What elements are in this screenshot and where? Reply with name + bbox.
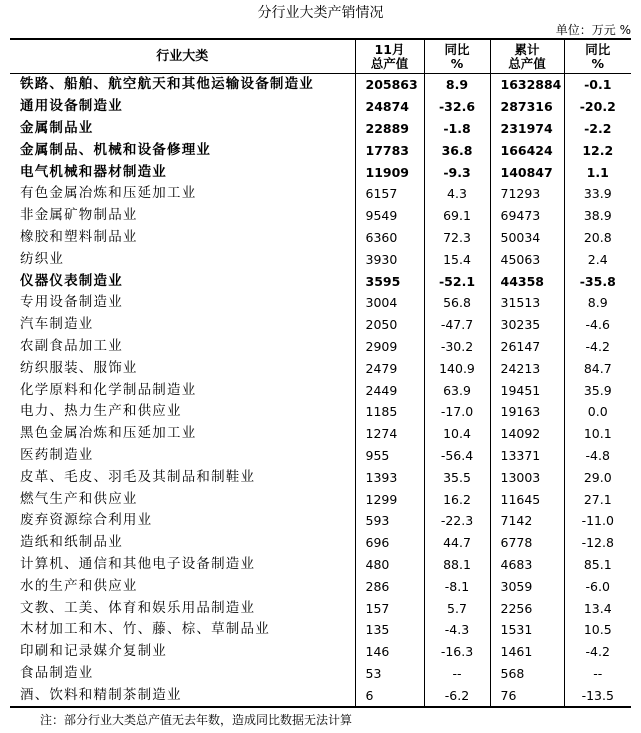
nov-output-cell: 2909 (355, 336, 424, 358)
nov-output-cell: 6157 (355, 183, 424, 205)
nov-output-cell: 1393 (355, 466, 424, 488)
yoy-cum-cell: 29.0 (564, 466, 631, 488)
industry-name-cell: 木材加工和木、竹、藤、棕、草制品业 (20, 621, 270, 638)
yoy-cum-cell: -2.2 (564, 118, 631, 140)
table-header-row (10, 39, 631, 74)
footnote: 注：部分行业大类总产值无去年数，造成同比数据无法计算 (40, 713, 353, 727)
cum-output-cell: 45063 (490, 248, 564, 270)
yoy-cum-cell: 84.7 (564, 357, 631, 379)
industry-name-cell: 纺织业 (20, 250, 65, 267)
industry-name-cell: 食品制造业 (20, 664, 94, 681)
cum-output-cell: 14092 (490, 423, 564, 445)
nov-output-cell: 135 (355, 619, 424, 641)
table-row (10, 183, 631, 205)
yoy-cum-cell: 0.0 (564, 401, 631, 423)
cum-output-cell: 50034 (490, 227, 564, 249)
table-row (10, 336, 631, 358)
yoy-nov-cell: -1.8 (424, 118, 490, 140)
industry-name-cell: 酒、饮料和精制茶制造业 (20, 686, 182, 703)
table-row (10, 663, 631, 685)
table-row (10, 423, 631, 445)
industry-name-cell: 专用设备制造业 (20, 294, 123, 311)
yoy-nov-cell: 63.9 (424, 379, 490, 401)
yoy-nov-cell: -30.2 (424, 336, 490, 358)
yoy-cum-cell: 27.1 (564, 488, 631, 510)
header-cum-output (490, 39, 564, 74)
yoy-cum-cell: 8.9 (564, 292, 631, 314)
table-row (10, 379, 631, 401)
cum-output-cell: 6778 (490, 532, 564, 554)
yoy-cum-cell: -4.2 (564, 641, 631, 663)
industry-name-cell: 铁路、船舶、航空航天和其他运输设备制造业 (20, 76, 314, 93)
yoy-cum-cell: 10.5 (564, 619, 631, 641)
nov-output-cell: 17783 (355, 139, 424, 161)
table-row (10, 161, 631, 183)
nov-output-cell: 1299 (355, 488, 424, 510)
yoy-cum-cell: -- (564, 663, 631, 685)
yoy-cum-cell: -11.0 (564, 510, 631, 532)
industry-name-cell: 橡胶和塑料制品业 (20, 228, 138, 245)
table-row (10, 510, 631, 532)
cum-output-cell: 140847 (490, 161, 564, 183)
nov-output-cell: 593 (355, 510, 424, 532)
yoy-cum-cell: -20.2 (564, 96, 631, 118)
table-row (10, 118, 631, 140)
unit-label: 单位：万元 % (555, 23, 631, 37)
table-row (10, 248, 631, 270)
table-row (10, 575, 631, 597)
nov-output-cell: 9549 (355, 205, 424, 227)
cum-output-cell: 76 (490, 684, 564, 707)
industry-name-cell: 电气机械和器材制造业 (20, 163, 167, 180)
nov-output-cell: 146 (355, 641, 424, 663)
table-row (10, 488, 631, 510)
yoy-nov-cell: 140.9 (424, 357, 490, 379)
industry-name-cell: 非金属矿物制品业 (20, 207, 138, 224)
cum-output-cell: 568 (490, 663, 564, 685)
yoy-nov-cell: -4.3 (424, 619, 490, 641)
nov-output-cell: 480 (355, 554, 424, 576)
yoy-cum-cell: 13.4 (564, 597, 631, 619)
yoy-nov-cell: -47.7 (424, 314, 490, 336)
table-row (10, 292, 631, 314)
table-row (10, 532, 631, 554)
yoy-nov-cell: -16.3 (424, 641, 490, 663)
industry-name-cell: 水的生产和供应业 (20, 577, 138, 594)
cum-output-cell: 24213 (490, 357, 564, 379)
yoy-nov-cell: 69.1 (424, 205, 490, 227)
yoy-nov-cell: -56.4 (424, 445, 490, 467)
yoy-nov-cell: 15.4 (424, 248, 490, 270)
yoy-nov-cell: -- (424, 663, 490, 685)
yoy-nov-cell: 10.4 (424, 423, 490, 445)
header-yoy-cum-line1: 同比 (585, 41, 611, 57)
header-yoy-cum (564, 39, 631, 74)
nov-output-cell: 3595 (355, 270, 424, 292)
industry-name-cell: 农副食品加工业 (20, 337, 123, 354)
yoy-cum-cell: 1.1 (564, 161, 631, 183)
table-row (10, 401, 631, 423)
industry-name-cell: 金属制品业 (20, 119, 94, 136)
table-row (10, 270, 631, 292)
cum-output-cell: 2256 (490, 597, 564, 619)
cum-output-cell: 69473 (490, 205, 564, 227)
yoy-cum-cell: 20.8 (564, 227, 631, 249)
page-title: 分行业大类产销情况 (257, 5, 384, 21)
yoy-nov-cell: 16.2 (424, 488, 490, 510)
yoy-cum-cell: 12.2 (564, 139, 631, 161)
yoy-nov-cell: 35.5 (424, 466, 490, 488)
industry-name-cell: 燃气生产和供应业 (20, 490, 138, 507)
header-yoy-nov-line1: 同比 (444, 41, 470, 57)
industry-name-cell: 计算机、通信和其他电子设备制造业 (20, 555, 256, 572)
nov-output-cell: 2050 (355, 314, 424, 336)
table-row (10, 205, 631, 227)
cum-output-cell: 11645 (490, 488, 564, 510)
yoy-nov-cell: -32.6 (424, 96, 490, 118)
yoy-cum-cell: 35.9 (564, 379, 631, 401)
industry-name-cell: 纺织服装、服饰业 (20, 359, 138, 376)
nov-output-cell: 157 (355, 597, 424, 619)
nov-output-cell: 696 (355, 532, 424, 554)
yoy-nov-cell: -9.3 (424, 161, 490, 183)
cum-output-cell: 26147 (490, 336, 564, 358)
yoy-nov-cell: 5.7 (424, 597, 490, 619)
cum-output-cell: 19451 (490, 379, 564, 401)
cum-output-cell: 31513 (490, 292, 564, 314)
cum-output-cell: 13003 (490, 466, 564, 488)
nov-output-cell: 1185 (355, 401, 424, 423)
industry-name-cell: 有色金属冶炼和压延加工业 (20, 185, 197, 202)
cum-output-cell: 13371 (490, 445, 564, 467)
cum-output-cell: 30235 (490, 314, 564, 336)
yoy-nov-cell: -8.1 (424, 575, 490, 597)
yoy-cum-cell: -6.0 (564, 575, 631, 597)
table-row (10, 641, 631, 663)
yoy-cum-cell: -13.5 (564, 684, 631, 707)
cum-output-cell: 1461 (490, 641, 564, 663)
industry-name-cell: 造纸和纸制品业 (20, 534, 123, 551)
yoy-cum-cell: -0.1 (564, 74, 631, 96)
nov-output-cell: 11909 (355, 161, 424, 183)
industry-table (10, 38, 631, 708)
industry-name-cell: 电力、热力生产和供应业 (20, 403, 182, 420)
nov-output-cell: 3004 (355, 292, 424, 314)
table-row (10, 554, 631, 576)
yoy-cum-cell: -4.6 (564, 314, 631, 336)
yoy-nov-cell: 72.3 (424, 227, 490, 249)
cum-output-cell: 19163 (490, 401, 564, 423)
table-row (10, 619, 631, 641)
industry-name-cell: 金属制品、机械和设备修理业 (20, 141, 212, 158)
industry-name-cell: 废弃资源综合利用业 (20, 512, 153, 529)
nov-output-cell: 1274 (355, 423, 424, 445)
yoy-cum-cell: 10.1 (564, 423, 631, 445)
cum-output-cell: 287316 (490, 96, 564, 118)
cum-output-cell: 1531 (490, 619, 564, 641)
header-cum-output-line1: 累计 (514, 41, 540, 57)
table-row (10, 445, 631, 467)
industry-name-cell: 化学原料和化学制品制造业 (20, 381, 197, 398)
header-yoy-nov-line2: % (450, 55, 464, 71)
cum-output-cell: 4683 (490, 554, 564, 576)
nov-output-cell: 53 (355, 663, 424, 685)
yoy-cum-cell: 85.1 (564, 554, 631, 576)
header-yoy-cum-line2: % (591, 55, 605, 71)
yoy-cum-cell: -35.8 (564, 270, 631, 292)
nov-output-cell: 3930 (355, 248, 424, 270)
yoy-nov-cell: -22.3 (424, 510, 490, 532)
industry-name-cell: 文教、工美、体育和娱乐用品制造业 (20, 599, 256, 616)
cum-output-cell: 231974 (490, 118, 564, 140)
yoy-nov-cell: 36.8 (424, 139, 490, 161)
cum-output-cell: 1632884 (490, 74, 564, 96)
header-nov-output-line2: 总产值 (370, 55, 409, 71)
yoy-cum-cell: 33.9 (564, 183, 631, 205)
table-row (10, 597, 631, 619)
nov-output-cell: 2479 (355, 357, 424, 379)
yoy-nov-cell: -17.0 (424, 401, 490, 423)
nov-output-cell: 286 (355, 575, 424, 597)
table-row (10, 139, 631, 161)
header-nov-output-line1: 11月 (374, 41, 405, 57)
cum-output-cell: 44358 (490, 270, 564, 292)
table-row (10, 96, 631, 118)
header-nov-output (355, 39, 424, 74)
nov-output-cell: 955 (355, 445, 424, 467)
yoy-nov-cell: 44.7 (424, 532, 490, 554)
table-row (10, 227, 631, 249)
table-row (10, 684, 631, 707)
yoy-nov-cell: -6.2 (424, 684, 490, 707)
cum-output-cell: 3059 (490, 575, 564, 597)
header-industry: 行业大类 (10, 39, 355, 74)
yoy-cum-cell: 38.9 (564, 205, 631, 227)
industry-name-cell: 医药制造业 (20, 446, 94, 463)
yoy-cum-cell: -4.8 (564, 445, 631, 467)
table-row (10, 357, 631, 379)
yoy-nov-cell: 88.1 (424, 554, 490, 576)
header-yoy-nov (424, 39, 490, 74)
yoy-nov-cell: 8.9 (424, 74, 490, 96)
yoy-cum-cell: 2.4 (564, 248, 631, 270)
header-cum-output-line2: 总产值 (508, 55, 546, 71)
yoy-nov-cell: -52.1 (424, 270, 490, 292)
industry-name-cell: 仪器仪表制造业 (20, 272, 123, 289)
nov-output-cell: 205863 (355, 74, 424, 96)
yoy-nov-cell: 56.8 (424, 292, 490, 314)
industry-name-cell: 印刷和记录媒介复制业 (20, 643, 167, 660)
table-row (10, 74, 631, 96)
yoy-nov-cell: 4.3 (424, 183, 490, 205)
table-row (10, 314, 631, 336)
table-row (10, 466, 631, 488)
industry-name-cell: 汽车制造业 (20, 316, 94, 333)
nov-output-cell: 6360 (355, 227, 424, 249)
industry-name-cell: 皮革、毛皮、羽毛及其制品和制鞋业 (20, 468, 256, 485)
cum-output-cell: 7142 (490, 510, 564, 532)
yoy-cum-cell: -12.8 (564, 532, 631, 554)
nov-output-cell: 2449 (355, 379, 424, 401)
industry-name-cell: 通用设备制造业 (20, 98, 123, 115)
table-body (10, 74, 631, 708)
industry-name-cell: 黑色金属冶炼和压延加工业 (20, 425, 197, 442)
nov-output-cell: 22889 (355, 118, 424, 140)
cum-output-cell: 166424 (490, 139, 564, 161)
yoy-cum-cell: -4.2 (564, 336, 631, 358)
cum-output-cell: 71293 (490, 183, 564, 205)
nov-output-cell: 6 (355, 684, 424, 707)
nov-output-cell: 24874 (355, 96, 424, 118)
